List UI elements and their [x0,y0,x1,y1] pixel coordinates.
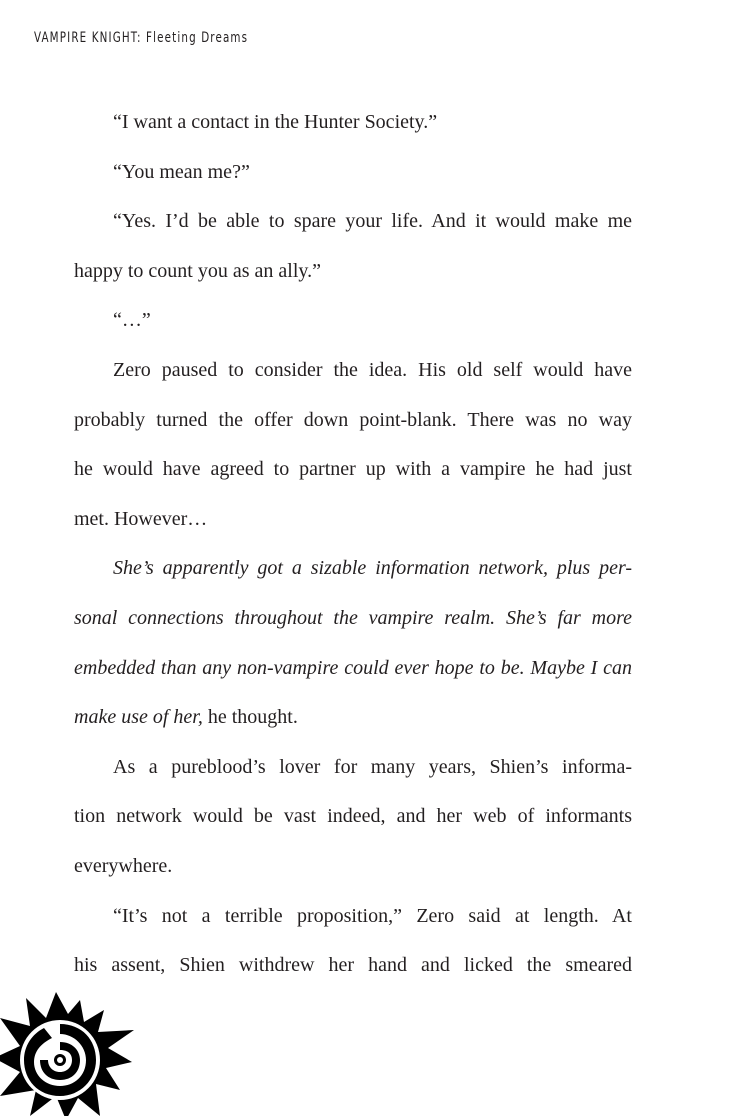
rose-ornament-icon [0,982,140,1116]
paragraph-5 [74,346,632,544]
text-line: his assent, Shien withdrew her hand and licked the smeared [74,954,632,977]
text-line: “I want a contact in the Hunter Society.” [113,111,438,133]
text-line [74,693,632,743]
text-line: She’s apparently got a sizable information network, plus per- [113,557,632,580]
paragraph-3 [74,197,632,296]
running-head: VAMPIRE KNIGHT: Fleeting Dreams [34,30,249,46]
text-line: sonal connections throughout the vampire realm. She’s far more [74,606,632,629]
text-line: happy to count you as an ally.” [74,259,321,282]
paragraph-7 [74,743,632,892]
text-line: “It’s not a terrible proposition,” Zero said at length. At [113,904,632,927]
text-line: everywhere. [74,854,173,877]
text-line: met. However… [74,507,208,530]
text-line: probably turned the offer down point-blank. There was no way [74,408,632,431]
paragraph-2 [74,148,632,198]
page-text [74,98,632,991]
text-line: As a pureblood’s lover for many years, Shien’s informa- [113,755,632,778]
text-run: he thought. [202,706,298,729]
text-line: “Yes. I’d be able to spare your life. And it would make me [113,210,632,233]
paragraph-8 [74,892,632,991]
text-line: “You mean me?” [113,160,250,183]
paragraph-1 [74,98,632,148]
text-line: “…” [113,309,151,332]
text-line: he would have agreed to partner up with a vampire he had just [74,458,632,481]
paragraph-4 [74,296,632,346]
italic-run: make use of her, [74,706,203,729]
text-line: tion network would be vast indeed, and her web of informants [74,805,632,828]
paragraph-6 [74,544,632,742]
text-line: Zero paused to consider the idea. His old self would have [113,358,632,381]
text-line: embedded than any non-vampire could ever hope to be. Maybe I can [74,656,632,679]
